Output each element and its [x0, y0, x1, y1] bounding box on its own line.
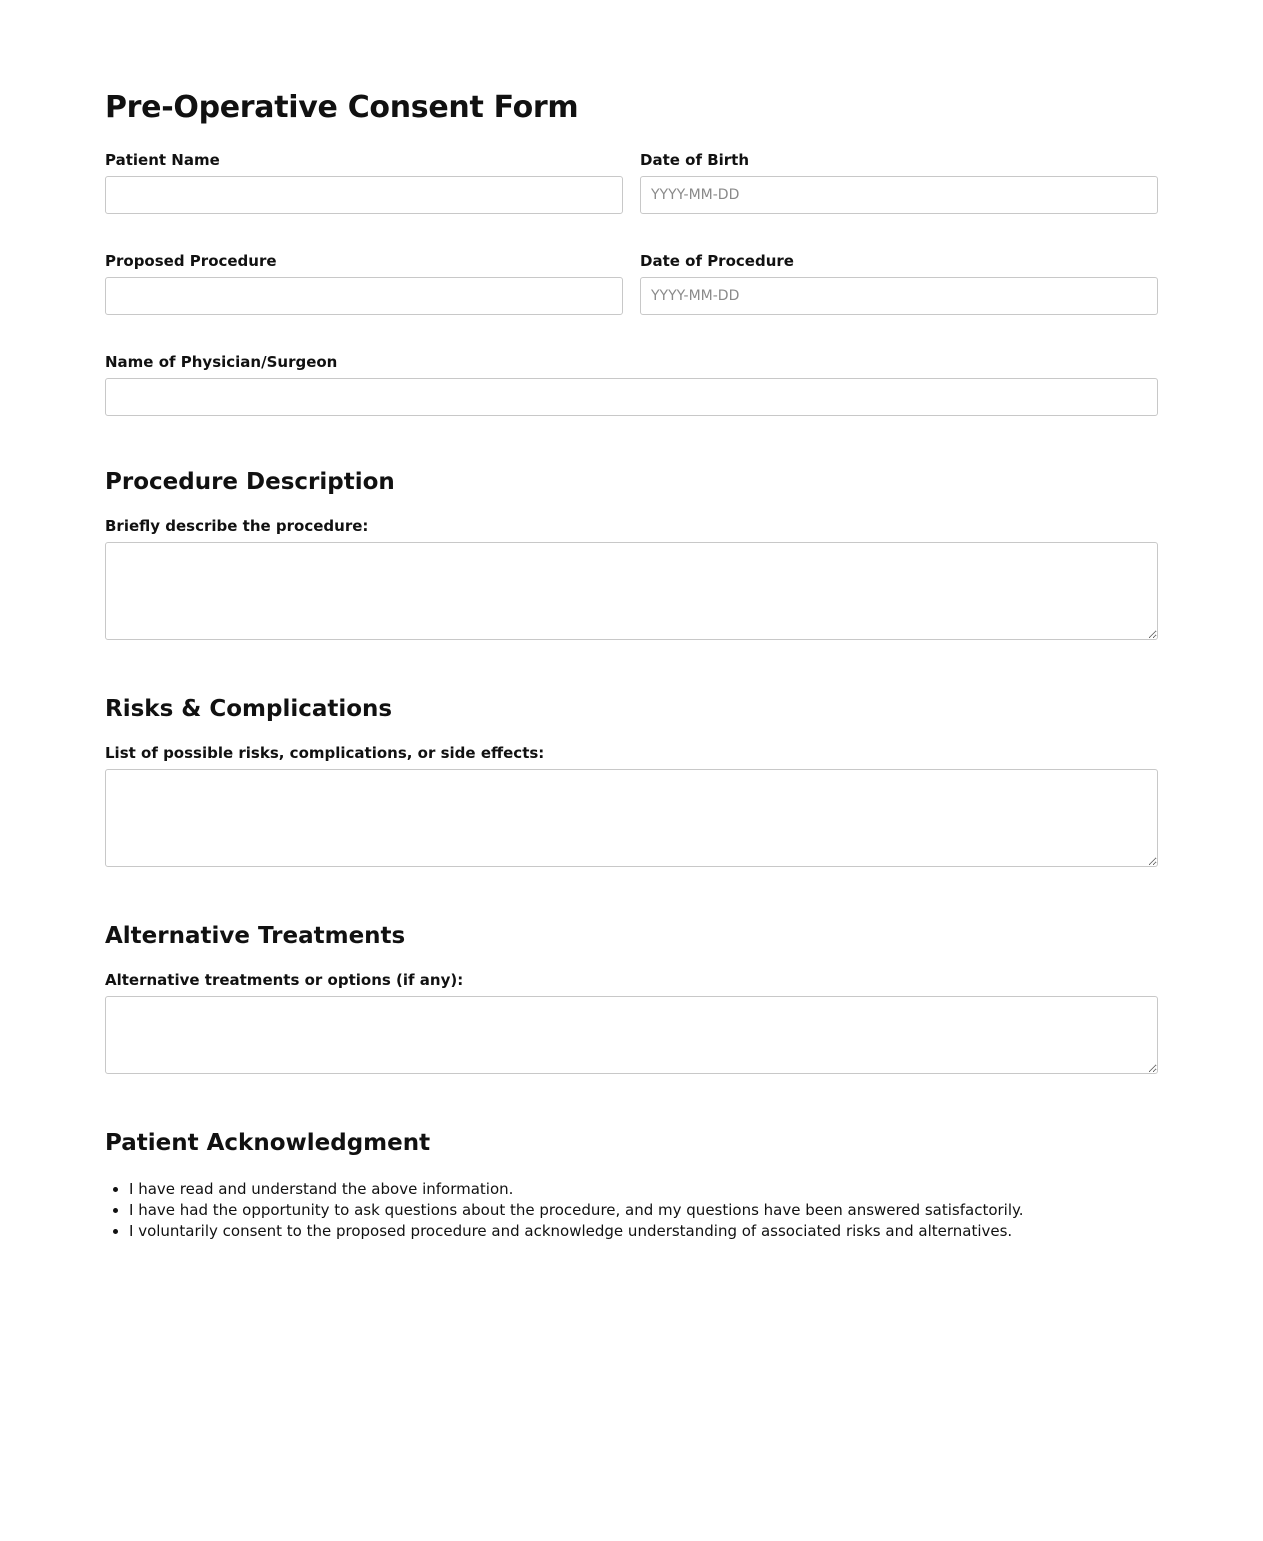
- date-of-birth-label: Date of Birth: [640, 151, 750, 169]
- row-procedure: [105, 252, 1158, 315]
- alternatives-textarea[interactable]: [105, 996, 1158, 1074]
- date-of-procedure-input[interactable]: [640, 277, 1158, 315]
- acknowledgment-item: • I have read and understand the above information.: [129, 1179, 1158, 1200]
- risks-section: [105, 693, 1158, 867]
- physician-name-input[interactable]: [105, 378, 1158, 416]
- patient-name-group: [105, 151, 623, 214]
- date-of-birth-group: [640, 151, 1158, 214]
- alternatives-heading: Alternative Treatments: [105, 923, 406, 949]
- procedure-description-heading: Procedure Description: [105, 469, 395, 495]
- risks-textarea[interactable]: [105, 769, 1158, 867]
- acknowledgment-heading: Patient Acknowledgment: [105, 1130, 431, 1156]
- proposed-procedure-label: Proposed Procedure: [105, 252, 277, 270]
- acknowledgment-item: • I have had the opportunity to ask questions about the procedure, and my questions have been answered satisfactorily.: [129, 1200, 1158, 1221]
- acknowledgment-list: [105, 1179, 1158, 1242]
- risks-heading: Risks & Complications: [105, 696, 393, 722]
- patient-name-label: Patient Name: [105, 151, 220, 169]
- physician-group: [105, 353, 1158, 416]
- procedure-description-section: [105, 466, 1158, 640]
- patient-name-input[interactable]: [105, 176, 623, 214]
- alternatives-label: Alternative treatments or options (if any):: [105, 971, 464, 989]
- date-of-procedure-group: [640, 252, 1158, 315]
- alternatives-section: [105, 920, 1158, 1074]
- physician-name-label: Name of Physician/Surgeon: [105, 353, 338, 371]
- procedure-description-textarea[interactable]: [105, 542, 1158, 640]
- risks-label: List of possible risks, complications, or side effects:: [105, 744, 545, 762]
- proposed-procedure-group: [105, 252, 623, 315]
- date-of-birth-input[interactable]: [640, 176, 1158, 214]
- proposed-procedure-input[interactable]: [105, 277, 623, 315]
- procedure-description-label: Briefly describe the procedure:: [105, 517, 369, 535]
- acknowledgment-section: [105, 1127, 1158, 1242]
- row-patient: [105, 151, 1158, 214]
- page-title: Pre-Operative Consent Form: [105, 90, 579, 125]
- acknowledgment-item: • I voluntarily consent to the proposed procedure and acknowledge understanding of associated risks and alternatives.: [129, 1221, 1158, 1242]
- consent-form: [105, 84, 1158, 416]
- date-of-procedure-label: Date of Procedure: [640, 252, 794, 270]
